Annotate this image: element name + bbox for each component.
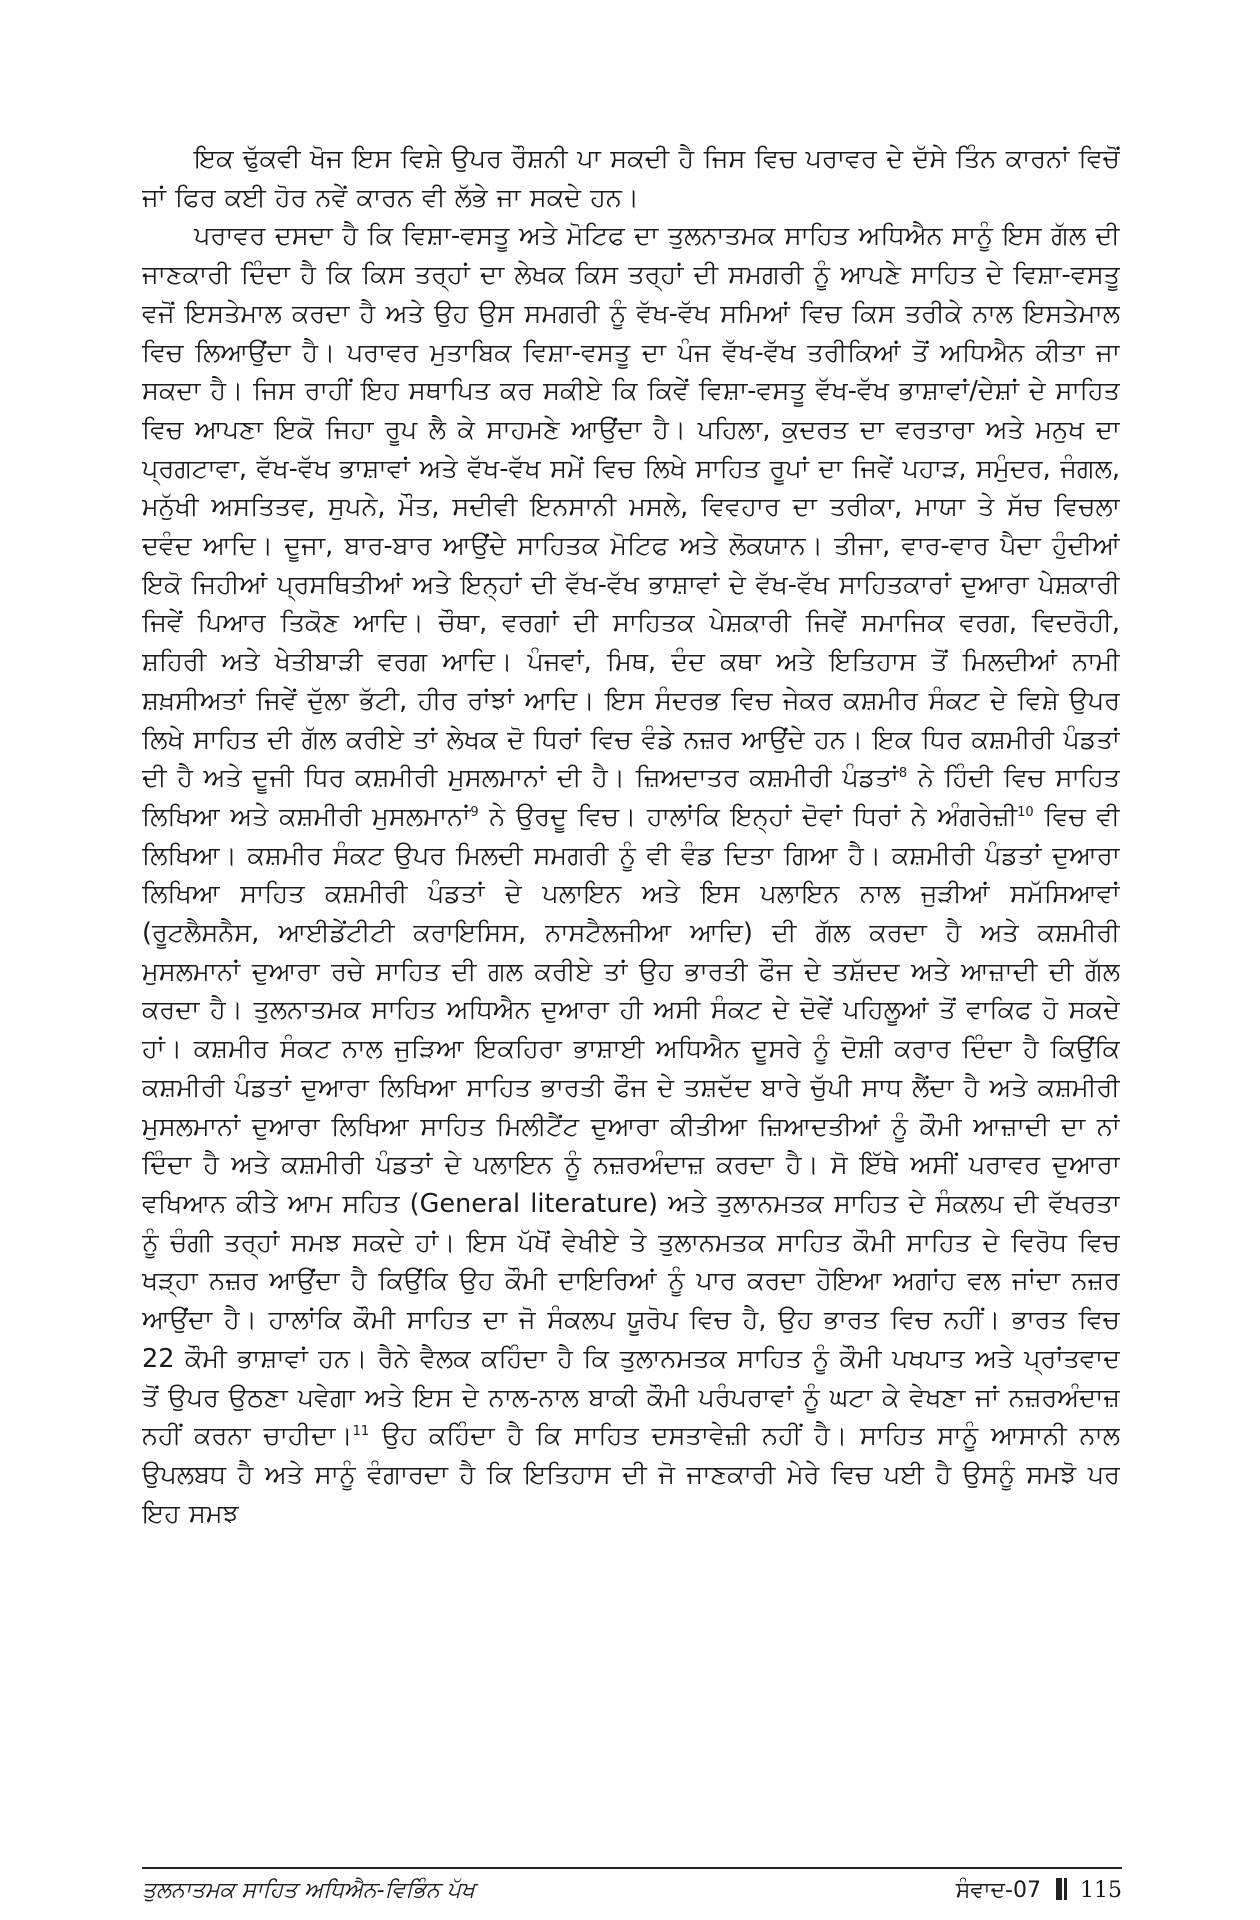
body-paragraph-2 [142, 217, 1120, 1533]
paragraph-2-text-c: ਨੇ ਉਰਦੂ ਵਿਚ। ਹਾਲਾਂਕਿ ਇਨ੍ਹਾਂ ਦੋਵਾਂ ਧਿਰਾਂ ਨੇ ਅੰਗਰੇਜ਼ੀ [478, 801, 1018, 832]
paragraph-2-text-a: ਪਰਾਵਰ ਦਸਦਾ ਹੈ ਕਿ ਵਿਸ਼ਾ-ਵਸਤੂ ਅਤੇ ਮੋਟਿਫ ਦਾ ਤੁਲਨਾਤਮਕ ਸਾਹਿਤ ਅਧਿਐਨ ਸਾਨੂੰ ਇਸ ਗੱਲ ਦੀ ਜਾਣਕਾਰੀ ਦਿੰਦਾ ਹੈ ਕਿ ਕਿਸ ਤਰ੍ਹਾਂ ਦਾ ਲੇਖਕ ਕਿਸ ਤਰ੍ਹਾਂ ਦੀ ਸਮਗਰੀ ਨੂੰ ਆਪਣੇ ਸਾਹਿਤ ਦੇ ਵਿਸ਼ਾ-ਵਸਤੂ ਵਜੋਂ ਇਸਤੇਮਾਲ ਕਰਦਾ ਹੈ ਅਤੇ ਉਹ ਉਸ ਸਮਗਰੀ ਨੂੰ ਵੱਖ-ਵੱਖ ਸਮਿਆਂ ਵਿਚ ਕਿਸ ਤਰੀਕੇ ਨਾਲ ਇਸਤੇਮਾਲ ਵਿਚ ਲਿਆਉਂਦਾ ਹੈ। ਪਰਾਵਰ ਮੁਤਾਬਿਕ ਵਿਸ਼ਾ-ਵਸਤੂ ਦਾ ਪੰਜ ਵੱਖ-ਵੱਖ ਤਰੀਕਿਆਂ ਤੋਂ ਅਧਿਐਨ ਕੀਤਾ ਜਾ ਸਕਦਾ ਹੈ। ਜਿਸ ਰਾਹੀਂ ਇਹ ਸਥਾਪਿਤ ਕਰ ਸਕੀਏ ਕਿ ਕਿਵੇਂ ਵਿਸ਼ਾ-ਵਸਤੂ ਵੱਖ-ਵੱਖ ਭਾਸ਼ਾਵਾਂ/ਦੇਸ਼ਾਂ ਦੇ ਸਾਹਿਤ ਵਿਚ ਆਪਣਾ ਇਕੋ ਜਿਹਾ ਰੂਪ ਲੈ ਕੇ ਸਾਹਮਣੇ ਆਉਂਦਾ ਹੈ। ਪਹਿਲਾ, ਕੁਦਰਤ ਦਾ ਵਰਤਾਰਾ ਅਤੇ ਮਨੁਖ ਦਾ ਪ੍ਰਗਟਾਵਾ, ਵੱਖ-ਵੱਖ ਭਾਸ਼ਾਵਾਂ ਅਤੇ ਵੱਖ-ਵੱਖ ਸਮੇਂ ਵਿਚ ਲਿਖੇ ਸਾਹਿਤ ਰੂਪਾਂ ਦਾ ਜਿਵੇਂ ਪਹਾੜ, ਸਮੁੰਦਰ, ਜੰਗਲ, ਮਨੁੱਖੀ ਅਸਤਿਤਵ, ਸੁਪਨੇ, ਮੌਤ, ਸਦੀਵੀ ਇਨਸਾਨੀ ਮਸਲੇ, ਵਿਵਹਾਰ ਦਾ ਤਰੀਕਾ, ਮਾਯਾ ਤੇ ਸੱਚ ਵਿਚਲਾ ਦਵੰਦ ਆਦਿ। ਦੂਜਾ, ਬਾਰ-ਬਾਰ ਆਉਂਦੇ ਸਾਹਿਤਕ ਮੋਟਿਫ ਅਤੇ ਲੋਕਯਾਨ। ਤੀਜਾ, ਵਾਰ-ਵਾਰ ਪੈਦਾ ਹੁੰਦੀਆਂ ਇਕੋ ਜਿਹੀਆਂ ਪ੍ਰਸਥਿਤੀਆਂ ਅਤੇ ਇਨ੍ਹਾਂ ਦੀ ਵੱਖ-ਵੱਖ ਭਾਸ਼ਾਵਾਂ ਦੇ ਵੱਖ-ਵੱਖ ਸਾਹਿਤਕਾਰਾਂ ਦੁਆਰਾ ਪੇਸ਼ਕਾਰੀ ਜਿਵੇਂ ਪਿਆਰ ਤਿਕੋਣ ਆਦਿ। ਚੌਥਾ, ਵਰਗਾਂ ਦੀ ਸਾਹਿਤਕ ਪੇਸ਼ਕਾਰੀ ਜਿਵੇਂ ਸਮਾਜਿਕ ਵਰਗ, ਵਿਦਰੋਹੀ, ਸ਼ਹਿਰੀ ਅਤੇ ਖੇਤੀਬਾੜੀ ਵਰਗ ਆਦਿ। ਪੰਜਵਾਂ, ਮਿਥ, ਦੰਦ ਕਥਾ ਅਤੇ ਇਤਿਹਾਸ ਤੋਂ ਮਿਲਦੀਆਂ ਨਾਮੀ ਸ਼ਖ਼ਸੀਅਤਾਂ ਜਿਵੇਂ ਦੁੱਲਾ ਭੱਟੀ, ਹੀਰ ਰਾਂਝਾਂ ਆਦਿ। ਇਸ ਸੰਦਰਭ ਵਿਚ ਜੇਕਰ ਕਸ਼ਮੀਰ ਸੰਕਟ ਦੇ ਵਿਸ਼ੇ ਉਪਰ ਲਿਖੇ ਸਾਹਿਤ ਦੀ ਗੱਲ ਕਰੀਏ ਤਾਂ ਲੇਖਕ ਦੋ ਧਿਰਾਂ ਵਿਚ ਵੰਡੇ ਨਜ਼ਰ ਆਉਂਦੇ ਹਨ। ਇਕ ਧਿਰ ਕਸ਼ਮੀਰੀ ਪੰਡਤਾਂ ਦੀ ਹੈ ਅਤੇ ਦੂਜੀ ਧਿਰ ਕਸ਼ਮੀਰੀ ਮੁਸਲਮਾਨਾਂ ਦੀ ਹੈ। ਜ਼ਿਅਦਾਤਰ ਕਸ਼ਮੀਰੀ ਪੰਡਤਾਂ [142, 221, 1120, 794]
page-body [142, 140, 1120, 1852]
body-paragraph-1: ਇਕ ਢੁੱਕਵੀ ਖੋਜ ਇਸ ਵਿਸ਼ੇ ਉਪਰ ਰੌਸ਼ਨੀ ਪਾ ਸਕਦੀ ਹੈ ਜਿਸ ਵਿਚ ਪਰਾਵਰ ਦੇ ਦੱਸੇ ਤਿੰਨ ਕਾਰਨਾਂ ਵਿਚੋਂ ਜਾਂ ਫਿਰ ਕਈ ਹੋਰ ਨਵੇਂ ਕਾਰਨ ਵੀ ਲੱਭੇ ਜਾ ਸਕਦੇ ਹਨ। [142, 144, 1120, 213]
paragraph-2-text-d: ਵਿਚ ਵੀ ਲਿਖਿਆ। ਕਸ਼ਮੀਰ ਸੰਕਟ ਉਪਰ ਮਿਲਦੀ ਸਮਗਰੀ ਨੂੰ ਵੀ ਵੰਡ ਦਿਤਾ ਗਿਆ ਹੈ। ਕਸ਼ਮੀਰੀ ਪੰਡਤਾਂ ਦੁਆਰਾ ਲਿਖਿਆ ਸਾਹਿਤ ਕਸ਼ਮੀਰੀ ਪੰਡਤਾਂ ਦੇ ਪਲਾਇਨ ਅਤੇ ਇਸ ਪਲਾਇਨ ਨਾਲ ਜੁੜੀਆਂ ਸਮੱਸਿਆਵਾਂ (ਰੂਟਲੈਸਨੈਸ, ਆਈਡੇਂਟੀਟੀ ਕਰਾਇਸਿਸ, ਨਾਸਟੈਲਜੀਆ ਆਦਿ) ਦੀ ਗੱਲ ਕਰਦਾ ਹੈ ਅਤੇ ਕਸ਼ਮੀਰੀ ਮੁਸਲਮਾਨਾਂ ਦੁਆਰਾ ਰਚੇ ਸਾਹਿਤ ਦੀ ਗਲ ਕਰੀਏ ਤਾਂ ਉਹ ਭਾਰਤੀ ਫੌਜ ਦੇ ਤਸ਼ੱਦਦ ਅਤੇ ਆਜ਼ਾਦੀ ਦੀ ਗੱਲ ਕਰਦਾ ਹੈ। ਤੁਲਨਾਤਮਕ ਸਾਹਿਤ ਅਧਿਐਨ ਦੁਆਰਾ ਹੀ ਅਸੀ ਸੰਕਟ ਦੇ ਦੋਵੇਂ ਪਹਿਲੂਆਂ ਤੋਂ ਵਾਕਿਫ ਹੋ ਸਕਦੇ ਹਾਂ। ਕਸ਼ਮੀਰ ਸੰਕਟ ਨਾਲ ਜੁੜਿਆ ਇਕਹਿਰਾ ਭਾਸ਼ਾਈ ਅਧਿਐਨ ਦੂਸਰੇ ਨੂੰ ਦੋਸ਼ੀ ਕਰਾਰ ਦਿੰਦਾ ਹੈ ਕਿਉਂਕਿ ਕਸ਼ਮੀਰੀ ਪੰਡਤਾਂ ਦੁਆਰਾ ਲਿਖਿਆ ਸਾਹਿਤ ਭਾਰਤੀ ਫੌਜ ਦੇ ਤਸ਼ਦੱਦ ਬਾਰੇ ਚੁੱਪੀ ਸਾਧ ਲੈਂਦਾ ਹੈ ਅਤੇ ਕਸ਼ਮੀਰੀ ਮੁਸਲਮਾਨਾਂ ਦੁਆਰਾ ਲਿਖਿਆ ਸਾਹਿਤ ਮਿਲੀਟੈਂਟ ਦੁਆਰਾ ਕੀਤੀਆ ਜ਼ਿਆਦਤੀਆਂ ਨੂੰ ਕੌਮੀ ਆਜ਼ਾਦੀ ਦਾ ਨਾਂ ਦਿੰਦਾ ਹੈ ਅਤੇ ਕਸ਼ਮੀਰੀ ਪੰਡਤਾਂ ਦੇ ਪਲਾਇਨ ਨੂੰ ਨਜ਼ਰਅੰਦਾਜ਼ ਕਰਦਾ ਹੈ। ਸੋ ਇੱਥੇ ਅਸੀਂ ਪਰਾਵਰ ਦੁਆਰਾ ਵਖਿਆਨ ਕੀਤੇ ਆਮ ਸਹਿਤ (General literature) ਅਤੇ ਤੁਲਾਨਮਤਕ ਸਾਹਿਤ ਦੇ ਸੰਕਲਪ ਦੀ ਵੱਖਰਤਾ ਨੂੰ ਚੰਗੀ ਤਰ੍ਹਾਂ ਸਮਝ ਸਕਦੇ ਹਾਂ। ਇਸ ਪੱਖੋਂ ਵੇਖੀਏ ਤੇ ਤੁਲਾਨਮਤਕ ਸਾਹਿਤ ਕੌਮੀ ਸਾਹਿਤ ਦੇ ਵਿਰੋਧ ਵਿਚ ਖੜ੍ਹਾ ਨਜ਼ਰ ਆਉਂਦਾ ਹੈ ਕਿਉਂਕਿ ਉਹ ਕੌਮੀ ਦਾਇਰਿਆਂ ਨੂੰ ਪਾਰ ਕਰਦਾ ਹੋਇਆ ਅਗਾਂਹ ਵਲ ਜਾਂਦਾ ਨਜ਼ਰ ਆਉਂਦਾ ਹੈ। ਹਾਲਾਂਕਿ ਕੌਮੀ ਸਾਹਿਤ ਦਾ ਜੋ ਸੰਕਲਪ ਯੂਰੋਪ ਵਿਚ ਹੈ, ਉਹ ਭਾਰਤ ਵਿਚ ਨਹੀਂ। ਭਾਰਤ ਵਿਚ 22 ਕੌਮੀ ਭਾਸ਼ਾਵਾਂ ਹਨ। ਰੈਨੇ ਵੈਲਕ ਕਹਿੰਦਾ ਹੈ ਕਿ ਤੁਲਾਨਮਤਕ ਸਾਹਿਤ ਨੂੰ ਕੌਮੀ ਪਖਪਾਤ ਅਤੇ ਪ੍ਰਾਂਤਵਾਦ ਤੋਂ ਉਪਰ ਉਠਣਾ ਪਵੇਗਾ ਅਤੇ ਇਸ ਦੇ ਨਾਲ-ਨਾਲ ਬਾਕੀ ਕੌਮੀ ਪਰੰਪਰਾਵਾਂ ਨੂੰ ਘਟਾ ਕੇ ਵੇਖਣਾ ਜਾਂ ਨਜ਼ਰਅੰਦਾਜ਼ ਨਹੀਂ ਕਰਨਾ ਚਾਹੀਦਾ। [142, 801, 1120, 1452]
folio-separator-icon [1056, 1877, 1069, 1911]
page-number: 115 [1080, 1878, 1122, 1903]
paragraph-2-text-e: ਉਹ ਕਹਿੰਦਾ ਹੈ ਕਿ ਸਾਹਿਤ ਦਸਤਾਵੇਜ਼ੀ ਨਹੀਂ ਹੈ। ਸਾਹਿਤ ਸਾਨੂੰ ਆਸਾਨੀ ਨਾਲ ਉਪਲਬਧ ਹੈ ਅਤੇ ਸਾਨੂੰ ਵੰਗਾਰਦਾ ਹੈ ਕਿ ਇਤਿਹਾਸ ਦੀ ਜੋ ਜਾਣਕਾਰੀ ਮੇਰੇ ਵਿਚ ਪਈ ਹੈ ਉਸਨੂੰ ਸਮਝੋ ਪਰ ਇਹ ਸਮਝ [142, 1421, 1120, 1529]
journal-issue: ਸੰਵਾਦ-07 [955, 1878, 1041, 1903]
page-footer [142, 1874, 1122, 1908]
footer-divider [142, 1867, 1122, 1869]
footnote-ref-8[interactable]: 8 [898, 766, 908, 782]
footnote-ref-11[interactable]: 11 [352, 1424, 370, 1440]
paragraph-2-text-b: ਨੇ ਹਿੰਦੀ ਵਿਚ ਸਾਹਿਤ ਲਿਖਿਆ ਅਤੇ ਕਸ਼ਮੀਰੀ ਮੁਸਲਮਾਨਾਂ [142, 763, 1120, 832]
footnote-ref-9[interactable]: 9 [470, 804, 479, 820]
running-title: ਤੁਲਨਾਤਮਕ ਸਾਹਿਤ ਅਧਿਐਨ-ਵਿਭਿੰਨ ਪੱਖ [142, 1878, 475, 1903]
folio [956, 1874, 1122, 1911]
footnote-ref-10[interactable]: 10 [1017, 804, 1034, 820]
